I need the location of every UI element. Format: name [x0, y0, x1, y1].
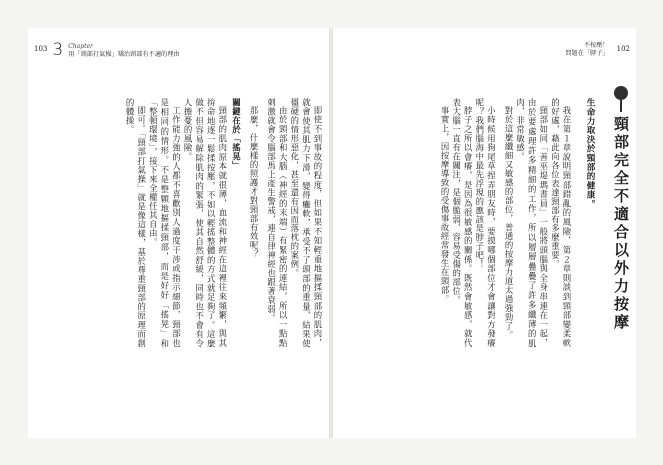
- right-body-text: [354, 98, 572, 348]
- paragraph: 即使不到事故的程度，但如果不知輕重地摳揉頸部的肌肉，就會使其肌力下滑，變得癱軟，承受不了頭部的重量，結果使僵硬的情形惡化，甚至還有因而落枕的案例。: [289, 98, 323, 348]
- right-header-text: [565, 42, 608, 58]
- paragraph: 小時候用狗尾草捏弄朋友時，要摸哪個部位才會讓對方發癢呢？我們腦海中最先浮現的應該是脖子吧！: [474, 98, 497, 348]
- paragraph: 即可。「頸部打氣操」就是像這樣，基於尊重頸部的原理而創的體操。: [125, 98, 147, 348]
- lead-heading: 生命力取決於頸部的健康。: [585, 98, 595, 209]
- question-paragraph: 那麼，什麼樣的照護才對頸部有效呢？: [249, 106, 260, 260]
- paragraph: 工作能力強的人都不喜歡別人過度干涉或指示細節，頸部也是相同的情形。不是整顆地摳揉頸部，而是好好「搖晃」和「整頓環境」，接下來全權任其自由。: [148, 98, 182, 348]
- chapter-heading: [68, 43, 179, 59]
- left-running-header: [34, 42, 180, 59]
- chapter-number: 3: [52, 40, 64, 60]
- page-number-left: 103: [34, 45, 48, 53]
- paragraph: 對於這麼纖細又敏感的部位，普通的按摩力道太過強勁了。: [504, 106, 515, 341]
- paragraph: 頸部的肌肉原本就很薄，血流和神經在這裡往來頻繁，與其拚命地逐一鬆揉按壓，不如以輕搖整體的方式就足夠了。這麼做不但容易解除肌肉的緊張，使其自然舒緩，同時也不會有令人擔憂的風險。: [183, 98, 228, 348]
- paragraph: 由於頸部和大腦（神經的末端）有緊密的連結，所以一點點刺激就會令腦部馬上產生警戒，連自律神經也跟著衰弱。: [266, 98, 289, 348]
- section-bullet-icon: [614, 86, 628, 100]
- paragraph: 脖子之所以會癢，是因為很敏感的關係。既然會敏感，就代表大腦一直有在關注，是個脆弱、容易受傷的部位。: [451, 98, 474, 348]
- section-title: 頸部完全不適合以外力按摩: [612, 116, 630, 332]
- chapter-title: 用「頸部打氣操」矯治頸部有不適的理由: [68, 50, 180, 58]
- paragraph: 頸部如同「善巫堤瑪書員」一般將頭腦與全身串連在一起，由於要處理許多精細的工作，所以層層疊疊了許多纖薄的肌肉，非常敏感。: [515, 98, 549, 348]
- section-bar-icon: [620, 100, 622, 112]
- right-page: [333, 28, 636, 438]
- chapter-script-label: Chapter: [68, 43, 93, 50]
- header-line-1: 不按壓！: [583, 42, 609, 49]
- paragraph: 事實上，因按摩導致的受傷事故經常發生在頸部。: [440, 106, 451, 305]
- right-running-header: [565, 42, 630, 58]
- left-page: [28, 28, 329, 438]
- page-number-right: 102: [616, 45, 630, 53]
- header-line-2: 問題在「脖子」: [565, 49, 609, 57]
- left-body-text: [33, 98, 323, 348]
- subheading: 關鍵在於「搖晃」: [231, 98, 242, 170]
- paragraph: 我在第１章說明頸部錯亂的風險，第２章則談到頸部變柔軟的好處，藉此向各位表達頸部有多麼重要。: [550, 98, 572, 348]
